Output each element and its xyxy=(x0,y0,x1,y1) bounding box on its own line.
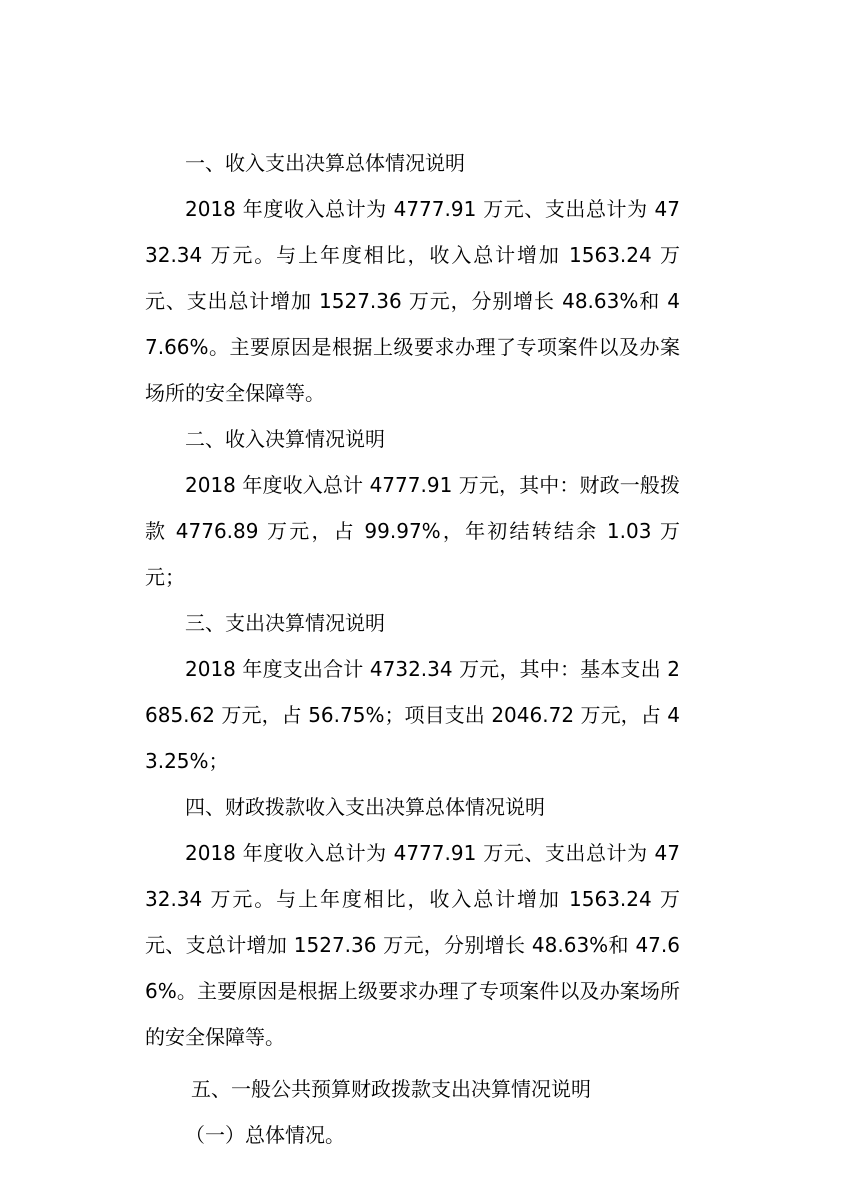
section-heading-income-expenditure-overview: 一、收入支出决算总体情况说明 xyxy=(185,151,465,175)
section-body-fiscal-appropriation: 2018 年度收入总计为 4777.91 万元、支出总计为 4732.34 万元。与上年度相比，收入总计增加 1563.24 万元、支总计增加 1527.36 万元，分别增长 48.63%和 47.66%。主要原因是根据上级要求办理了专项案件以及办案场所的安全保障等。 xyxy=(145,841,680,1049)
document-page xyxy=(145,140,680,1158)
section-body-expenditure: 2018 年度支出合计 4732.34 万元，其中：基本支出 2685.62 万元，占 56.75%；项目支出 2046.72 万元，占 43.25%； xyxy=(145,657,680,773)
section-body-income-expenditure-overview: 2018 年度收入总计为 4777.91 万元、支出总计为 4732.34 万元。与上年度相比，收入总计增加 1563.24 万元、支出总计增加 1527.36 万元，分别增长 48.63%和 47.66%。主要原因是根据上级要求办理了专项案件以及办案场所的安全保障等。 xyxy=(145,197,680,405)
section-heading-public-budget: 五、一般公共预算财政拨款支出决算情况说明 xyxy=(191,1077,591,1101)
section-heading-fiscal-appropriation: 四、财政拨款收入支出决算总体情况说明 xyxy=(185,795,545,819)
section-heading-income: 二、收入决算情况说明 xyxy=(185,427,385,451)
section-body-income: 2018 年度收入总计 4777.91 万元，其中：财政一般拨款 4776.89 万元，占 99.97%，年初结转结余 1.03 万元； xyxy=(145,473,680,589)
subsection-heading-overall: （一）总体情况。 xyxy=(185,1123,345,1147)
section-heading-expenditure: 三、支出决算情况说明 xyxy=(185,611,385,635)
